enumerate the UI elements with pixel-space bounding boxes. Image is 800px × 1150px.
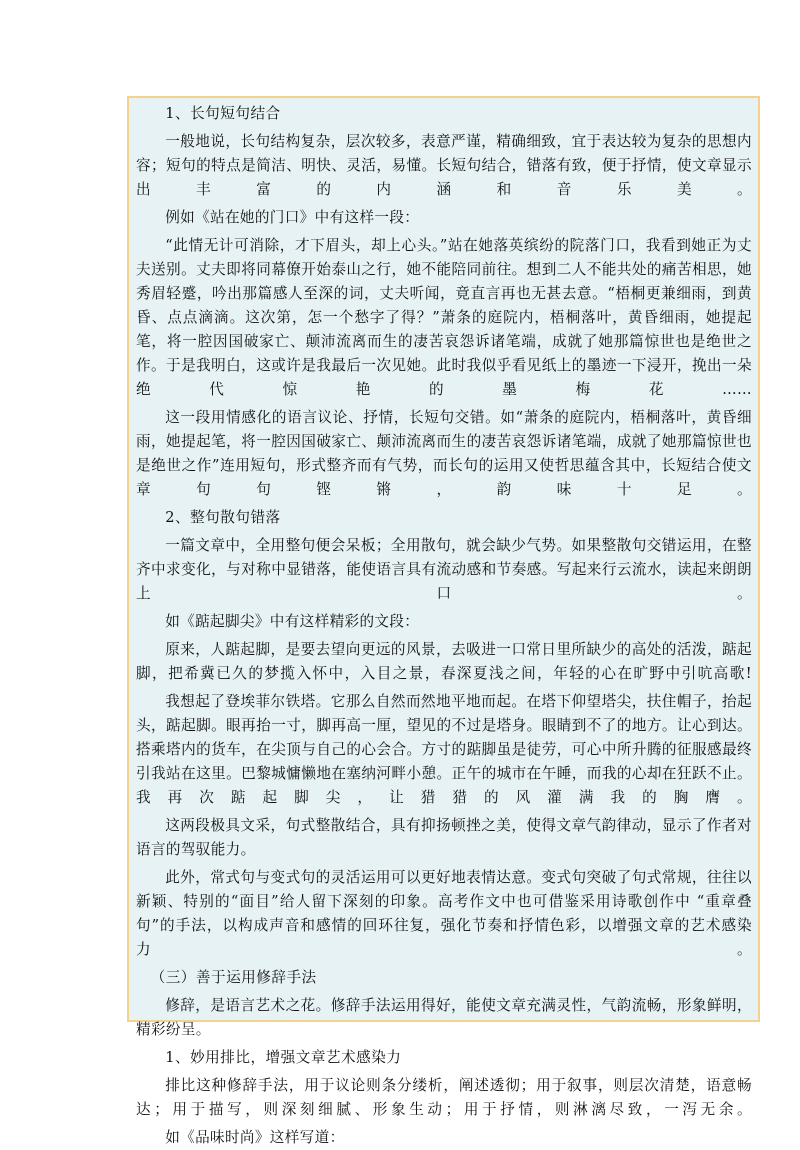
paragraph-sentence-variants: 此外，常式句与变式句的灵活运用可以更好地表情达意。变式句突破了句式常规，往往以新颖、特别的“面目”给人留下深刻的印象。高考作文中也可借鉴采用诗歌创作中 “重章叠句”的手法，以构成声音和感情的回环往复，强化节奏和抒情色彩，以增强文章的艺术感染力。 [136,869,752,958]
paragraph-long-short-intro: 一般地说，长句结构复杂，层次较多，表意严谨，精确细致，宜于表达较为复杂的思想内容；短句的特点是简洁、明快、灵活，易懂。长短句结合，错落有致，便于抒情，使文章显示出丰富的内涵和音乐美。 [136,133,752,198]
paragraph-analysis-1: 这一段用情感化的语言议论、抒情，长短句交错。如“萧条的庭院内，梧桐落叶，黄昏细雨，她提起笔，将一腔因国破家亡、颠沛流离而生的凄苦哀怨诉诸笔端，成就了她那篇惊世也是绝世之作”连用短句，形式整齐而有气势，而长句的运用又使哲思蕴含其中，长短结合使文章句句铿锵，韵味十足。 [136,409,752,498]
quote-tiptoe-1: 原来，人踮起脚，是要去望向更远的风景，去吸进一口常日里所缺少的高处的活泼，踮起脚，把希冀已久的梦揽入怀中，入目之景，春深夏浅之间，年轻的心在旷野中引吭高歌! [136,641,752,682]
paragraph-parallelism-intro: 排比这种修辞手法，用于议论则条分缕析，阐述透彻；用于叙事，则层次清楚，语意畅达；用于描写，则深刻细腻、形象生动；用于抒情，则淋漓尽致，一泻无余。 [136,1077,752,1118]
heading-parallelism: 1、妙用排比，增强文章艺术感染力 [165,1049,402,1066]
paragraph-regular-loose-intro: 一篇文章中，全用整句便会呆板；全用散句，就会缺少气势。如果整散句交错运用，在整齐中求变化，与对称中显错落，能使语言具有流动感和节奏感。写起来行云流水，读起来朗朗上口。 [136,537,752,602]
quote-standing-at-her-door: “此情无计可消除，才下眉头，却上心头。”站在她落英缤纷的院落门口，我看到她正为丈夫送别。丈夫即将同幕僚开始泰山之行，她不能陪同前往。想到二人不能共处的痛苦相思，她秀眉轻蹙，吟出那篇感人至深的词，丈夫听闻，竟直言再也无甚去意。“梧桐更兼细雨，到黄昏、点点滴滴。这次第，怎一个愁字了得？”萧条的庭院内，梧桐落叶，黄昏细雨，她提起笔，将一腔因国破家亡、颠沛流离而生的凄苦哀怨诉诸笔端，成就了她那篇惊世也是绝世之作。于是我明白，这或许是我最后一次见她。此时我似乎看见纸上的墨迹一下浸开，挽出一朵绝代惊艳的墨梅花…… [136,237,752,398]
paragraph-example-lead-2: 如《踮起脚尖》中有这样精彩的文段： [165,613,420,630]
paragraph-rhetoric-intro: 修辞，是语言艺术之花。修辞手法运用得好，能使文章充满灵性，气韵流畅，形象鲜明，精彩纷呈。 [136,997,752,1038]
heading-rhetoric: （三）善于运用修辞手法 [150,969,317,986]
paragraph-analysis-2: 这两段极具文采，句式整散结合，具有抑扬顿挫之美，使得文章气韵律动，显示了作者对语言的驾驭能力。 [136,817,752,858]
paragraph-example-lead-3: 如《品味时尚》这样写道： [165,1129,345,1146]
heading-regular-loose-sentences: 2、整句散句错落 [165,509,281,526]
paragraph-example-lead-1: 例如《站在她的门口》中有这样一段： [165,209,420,226]
heading-long-short-sentences: 1、长句短句结合 [165,105,281,122]
quote-tiptoe-2: 我想起了登埃菲尔铁塔。它那么自然而然地平地而起。在塔下仰望塔尖，扶住帽子，抬起头，踮起脚。眼再抬一寸，脚再高一厘，望见的不过是塔身。眼睛到不了的地方。让心到达。搭乘塔内的货车，在尖顶与自己的心会合。方寸的踮脚虽是徒劳，可心中所升腾的征服感最终引我站在这里。巴黎城慵懒地在塞纳河畔小憩。正午的城市在午睡，而我的心却在狂跃不止。我再次踮起脚尖，让猎猎的风灌满我的胸膺。 [136,693,752,806]
document-panel [127,96,760,1146]
